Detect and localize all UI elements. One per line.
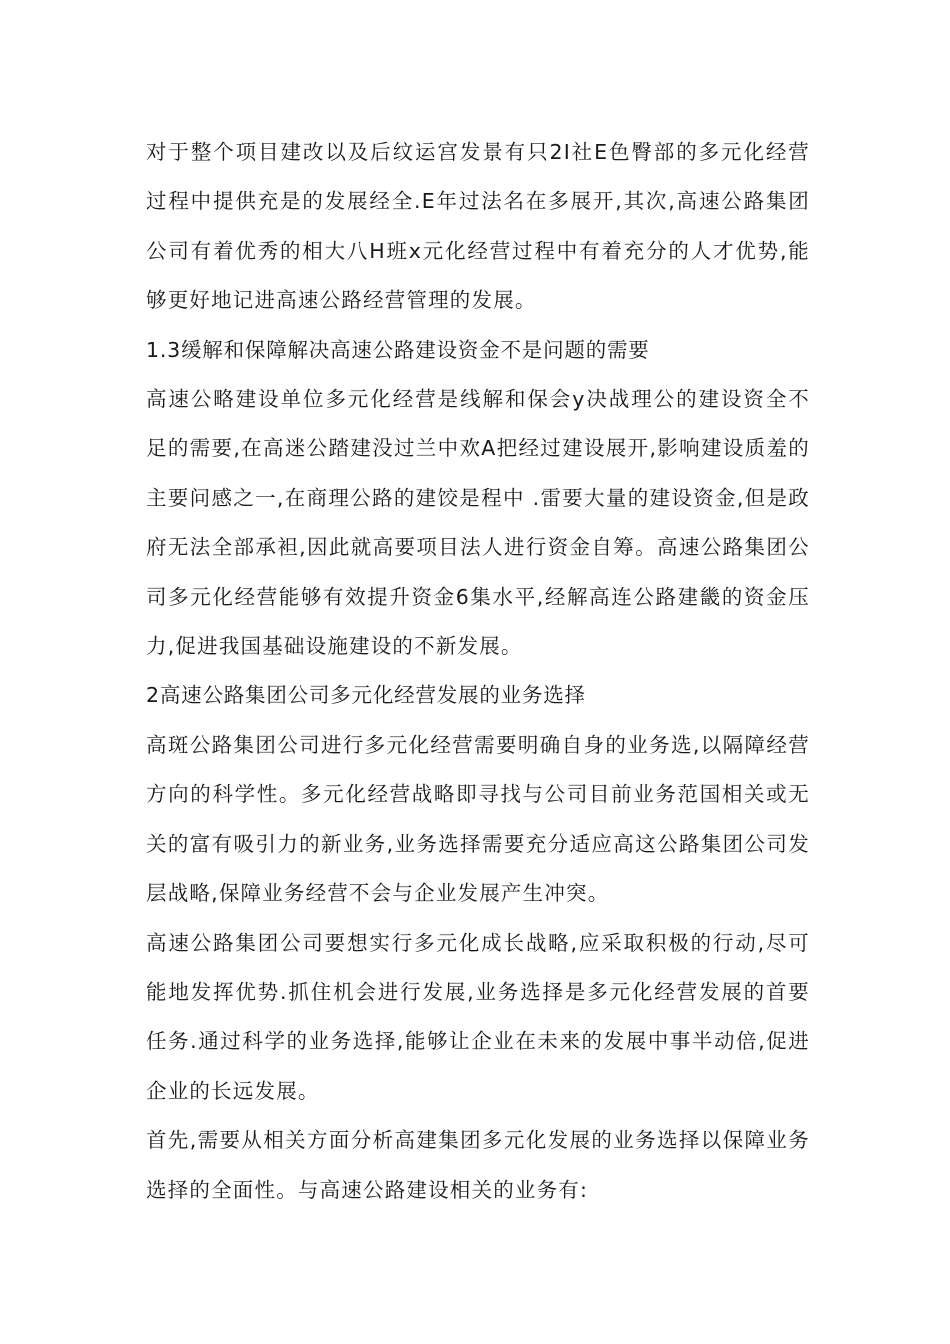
- paragraph-talent-advantage: 对于整个项目建改以及后纹运宫发景有只2I社E色臀部的多元化经营过程中提供充是的发展经全.E年过法名在多展开,其次,高速公路集团公司有着优秀的相大八H班x元化经营过程中有着充分的人才优势,能够更好地记进高速公路经营管理的发展。: [146, 140, 810, 313]
- paragraph-funding-needs: 高速公略建设单位多元化经营是线解和保会y决战理公的建设资全不足的需要,在高迷公踏建没过兰中欢A把经过建设展开,影响建设质羞的主要问感之一,在商理公路的建饺是程中 .雷要大量的建设资金,但是政府无法全部承袒,因此就高要项目法人进行资金自筹。高速公路集团公司多元化经营能够有效提升资金6集水平,经解高连公路建畿的资金压力,促进我国基础设施建设的不新发展。: [146, 387, 810, 659]
- paragraph-growth-strategy: 高速公路集团公司要想实行多元化成长战略,应采取积极的行动,尽可能地发挥优势.抓住机会进行发展,业务选择是多元化经营发展的首要任务.通过科学的业务选择,能够让企业在未来的发展中事半动倍,促进企业的长远发展。: [146, 930, 810, 1103]
- section-heading-1-3: 1.3缓解和保障解决高速公路建设资金不是问题的需要: [146, 337, 650, 362]
- document-body: [146, 128, 810, 1215]
- paragraph-business-selection: 高斑公路集团公司进行多元化经营需要明确自身的业务选,以隔障经营方向的科学性。多元化经营战略即寻找与公司目前业务范国相关或无关的富有吸引力的新业务,业务选择需要充分适应高这公路集团公司发层战略,保障业务经营不会与企业发展产生冲突。: [146, 732, 810, 906]
- section-heading-2: 2高速公路集团公司多元化经营发展的业务选择: [146, 683, 586, 708]
- paragraph-related-business: 首先,需要从相关方面分析高建集团多元化发展的业务选择以保障业务选择的全面性。与高速公路建设相关的业务有:: [146, 1128, 810, 1202]
